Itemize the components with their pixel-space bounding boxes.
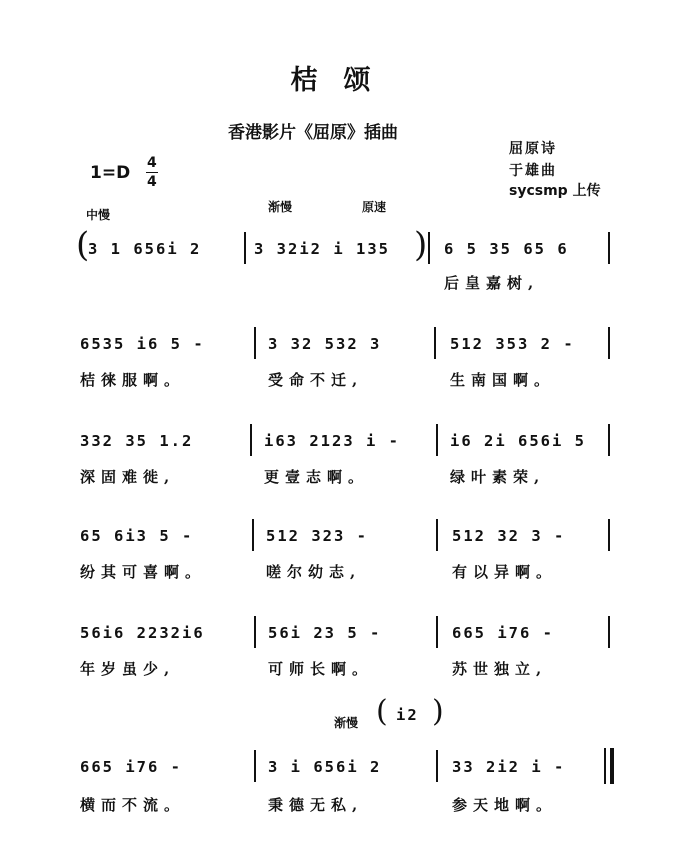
notes-row1-measure1: 3 1 656i 2 (88, 240, 202, 258)
notes-row6-measure2: 3 i 656i 2 (268, 758, 382, 776)
notes-row1-measure3: 6 5 35 65 6 (444, 240, 569, 258)
barline (434, 327, 436, 359)
alt-close-bracket: ) (432, 694, 444, 729)
lyrics-row5-measure2: 可师长啊。 (268, 660, 374, 678)
barline (436, 616, 438, 648)
alt-open-bracket: ( (376, 694, 388, 729)
lyrics-row4-measure1: 纷其可喜啊。 (80, 563, 207, 581)
subtitle: 香港影片《屈原》插曲 (228, 123, 398, 143)
notes-row3-measure1: 332 35 1.2 (80, 432, 194, 450)
tempo-moderate: 中慢 (86, 208, 111, 222)
barline (436, 424, 438, 456)
barline (608, 424, 610, 456)
notes-row5-measure1: 56i6 2232i6 (80, 624, 205, 642)
lyrics-row4-measure3: 有以异啊。 (452, 563, 558, 581)
tempo-slowing-last: 渐慢 (334, 716, 359, 730)
barline (436, 750, 438, 782)
intro-close-bracket: ) (414, 225, 428, 265)
lyrics-row3-measure3: 绿叶素荣, (450, 468, 546, 486)
barline (436, 519, 438, 551)
tempo-slowing: 渐慢 (268, 200, 293, 214)
song-title: 桔颂 (290, 65, 397, 96)
notes-row4-measure3: 512 32 3 - (452, 527, 566, 545)
barline (244, 232, 246, 264)
key-signature: 1=D (90, 163, 131, 183)
lyrics-row2-measure1: 桔徕服啊。 (80, 371, 186, 389)
notes-row3-measure3: i6 2i 656i 5 (450, 432, 586, 450)
barline (254, 327, 256, 359)
lyrics-row6-measure3: 参天地啊。 (452, 796, 558, 814)
barline (252, 519, 254, 551)
uploader-credit: sycsmp 上传 (509, 183, 601, 199)
notes-row2-measure2: 3 32 532 3 (268, 335, 382, 353)
time-signature-line (146, 172, 158, 173)
notes-row2-measure3: 512 353 2 - (450, 335, 575, 353)
barline (608, 327, 610, 359)
lyrics-row3-measure2: 更壹志啊。 (264, 468, 370, 486)
lyrics-row6-measure2: 秉德无私, (268, 796, 364, 814)
lyrics-row5-measure3: 苏世独立, (452, 660, 548, 678)
intro-open-bracket: ( (76, 225, 90, 265)
composer-credit: 于雄曲 (509, 163, 557, 179)
lyrics-row3-measure1: 深固难徙, (80, 468, 176, 486)
lyrics-row4-measure2: 嗟尔幼志, (266, 563, 362, 581)
notes-row4-measure2: 512 323 - (266, 527, 368, 545)
notes-row5-measure3: 665 i76 - (452, 624, 554, 642)
barline (254, 616, 256, 648)
notes-row4-measure1: 65 6i3 5 - (80, 527, 194, 545)
barline (254, 750, 256, 782)
lyricist-credit: 屈原诗 (509, 141, 557, 157)
tempo-original: 原速 (362, 200, 387, 214)
lyrics-row2-measure2: 受命不迁, (268, 371, 364, 389)
lyrics-row5-measure1: 年岁虽少, (80, 660, 176, 678)
notes-row3-measure2: i63 2123 i - (264, 432, 400, 450)
alt-notes: i2 (396, 706, 419, 724)
barline (428, 232, 430, 264)
barline (608, 519, 610, 551)
notes-row6-measure1: 665 i76 - (80, 758, 182, 776)
barline (608, 616, 610, 648)
time-signature-bottom: 4 (147, 174, 157, 190)
notes-row2-measure1: 6535 i6 5 - (80, 335, 205, 353)
notes-row1-measure2: 3 32i2 i 135 (254, 240, 390, 258)
notes-row5-measure2: 56i 23 5 - (268, 624, 382, 642)
lyrics-row2-measure3: 生南国啊。 (450, 371, 556, 389)
final-barline-thick (610, 748, 614, 784)
barline (250, 424, 252, 456)
lyrics-row6-measure1: 横而不流。 (80, 796, 186, 814)
time-signature-top: 4 (147, 155, 157, 171)
barline (608, 232, 610, 264)
notes-row6-measure3: 33 2i2 i - (452, 758, 566, 776)
lyrics-row1-measure3: 后皇嘉树, (444, 274, 540, 292)
final-barline-thin (604, 748, 606, 784)
